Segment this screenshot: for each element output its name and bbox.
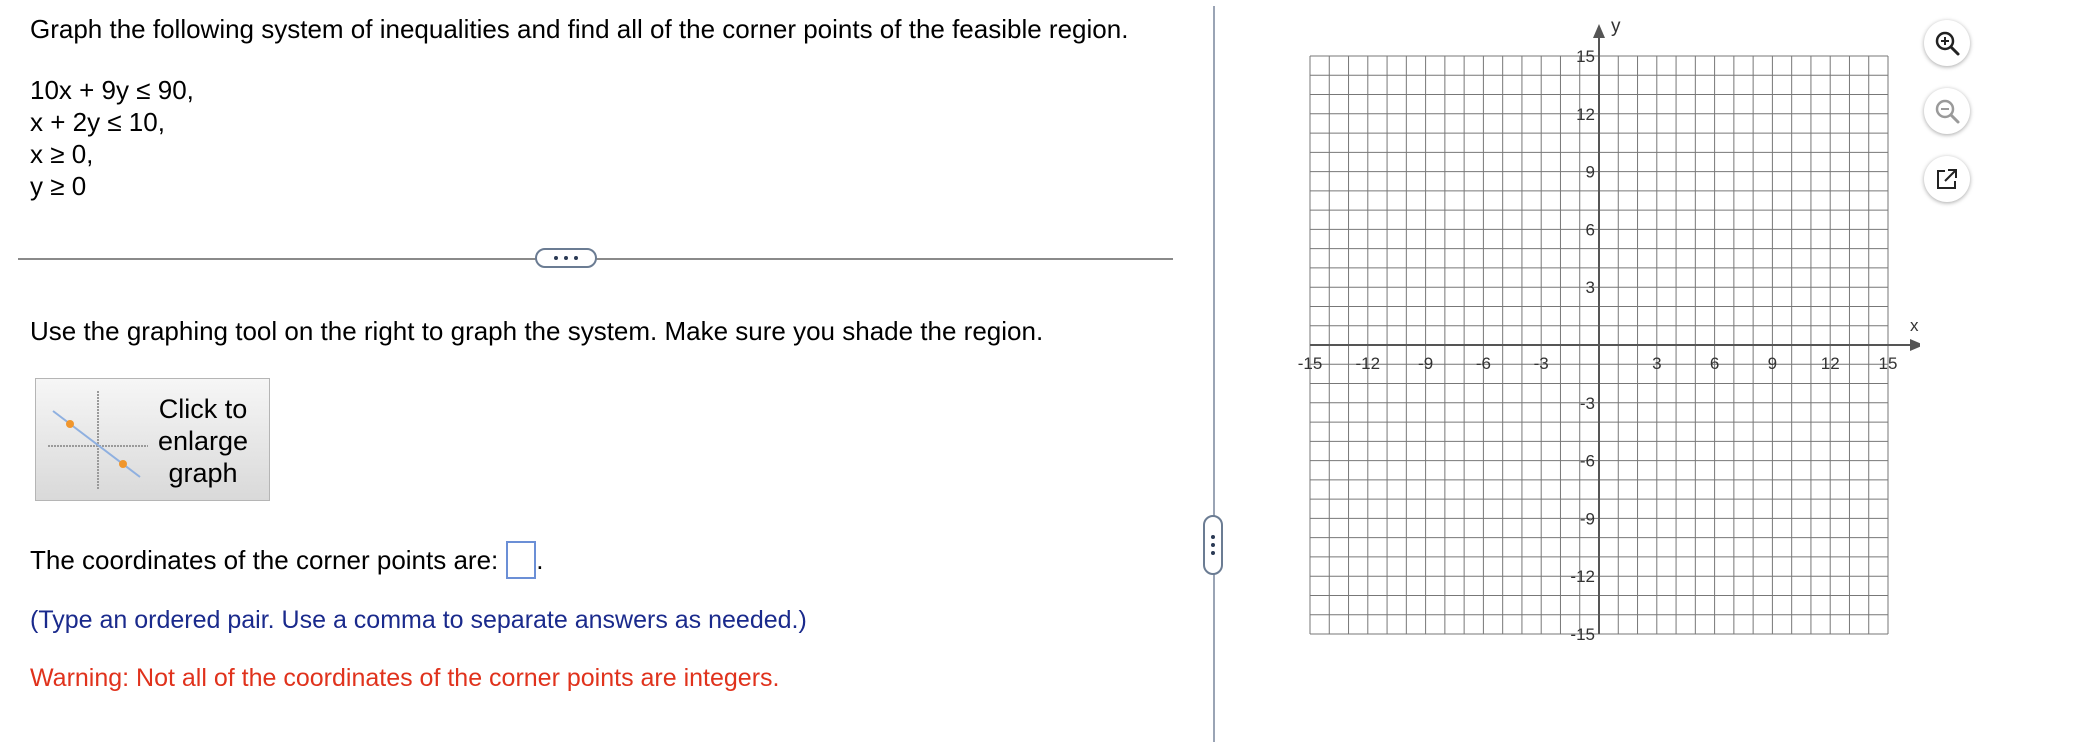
x-tick-label: 3 xyxy=(1652,354,1662,373)
y-axis-arrow xyxy=(1593,24,1605,38)
dot xyxy=(554,256,558,260)
integer-warning: Warning: Not all of the coordinates of the corner points are integers. xyxy=(30,664,780,692)
y-tick-label: 3 xyxy=(1585,278,1595,298)
corner-points-suffix: . xyxy=(536,544,544,575)
enlarge-graph-label xyxy=(148,393,258,489)
y-tick-label: 12 xyxy=(1576,104,1595,124)
coordinate-plane[interactable] xyxy=(1280,20,1920,640)
axes xyxy=(1310,24,1920,634)
inequality-1: 10x + 9y ≤ 90, xyxy=(30,75,194,105)
x-axis-label: x xyxy=(1910,316,1919,335)
show-more-button[interactable] xyxy=(535,248,597,268)
x-axis-arrow xyxy=(1910,339,1920,351)
y-tick-label: 6 xyxy=(1585,220,1595,240)
x-tick-label: -3 xyxy=(1533,354,1549,373)
problem-prompt: Graph the following system of inequalities and find all of the corner points of the feasible region. xyxy=(30,14,1129,44)
dot xyxy=(574,256,578,260)
y-tick-label: -9 xyxy=(1579,509,1595,529)
x-tick-label: -6 xyxy=(1475,354,1491,373)
y-tick-label: -12 xyxy=(1570,567,1595,587)
corner-points-label: The coordinates of the corner points are: xyxy=(30,544,499,575)
y-axis-label: y xyxy=(1611,20,1621,37)
y-tick-label: 9 xyxy=(1585,162,1595,182)
enlarge-graph-button[interactable] xyxy=(35,378,270,501)
zoom-in-button[interactable] xyxy=(1924,20,1970,66)
y-tick-label: -15 xyxy=(1570,625,1595,640)
zoom-out-icon xyxy=(1933,97,1961,125)
y-tick-label: 15 xyxy=(1576,47,1595,66)
popout-button[interactable] xyxy=(1924,156,1970,202)
x-tick-label: 12 xyxy=(1820,354,1840,373)
x-tick-label: 15 xyxy=(1878,354,1898,373)
dot xyxy=(1211,535,1215,539)
y-tick-label: -3 xyxy=(1579,393,1595,413)
x-tick-label: 6 xyxy=(1709,354,1720,373)
inequality-4: y ≥ 0 xyxy=(30,171,87,201)
pane-splitter xyxy=(1213,6,1215,742)
graph-instruction: Use the graphing tool on the right to graph the system. Make sure you shade the region. xyxy=(30,316,1044,346)
inequality-2: x + 2y ≤ 10, xyxy=(30,107,165,137)
dot xyxy=(1211,543,1215,547)
enlarge-label-line-3: graph xyxy=(168,458,238,488)
x-tick-label: -15 xyxy=(1297,354,1323,373)
x-tick-label: -9 xyxy=(1418,354,1434,373)
dot xyxy=(564,256,568,260)
answer-hint: (Type an ordered pair. Use a comma to separate answers as needed.) xyxy=(30,606,807,634)
pane-splitter-handle[interactable] xyxy=(1203,515,1223,575)
enlarge-label-line-2: enlarge xyxy=(157,426,249,456)
zoom-in-icon xyxy=(1933,29,1961,57)
x-tick-label: 9 xyxy=(1767,354,1778,373)
inequality-3: x ≥ 0, xyxy=(30,139,94,169)
enlarge-label-line-1: Click to xyxy=(158,394,248,424)
dot xyxy=(1211,551,1215,555)
tick-labels xyxy=(1298,20,1919,640)
corner-points-input[interactable] xyxy=(506,541,536,579)
x-tick-label: -12 xyxy=(1355,354,1381,373)
popout-icon xyxy=(1934,166,1960,192)
corner-points-row xyxy=(30,541,544,579)
graph-thumbnail-icon xyxy=(48,389,148,489)
inequality-system xyxy=(30,74,194,202)
zoom-out-button[interactable] xyxy=(1924,88,1970,134)
y-tick-label: -6 xyxy=(1579,451,1595,471)
